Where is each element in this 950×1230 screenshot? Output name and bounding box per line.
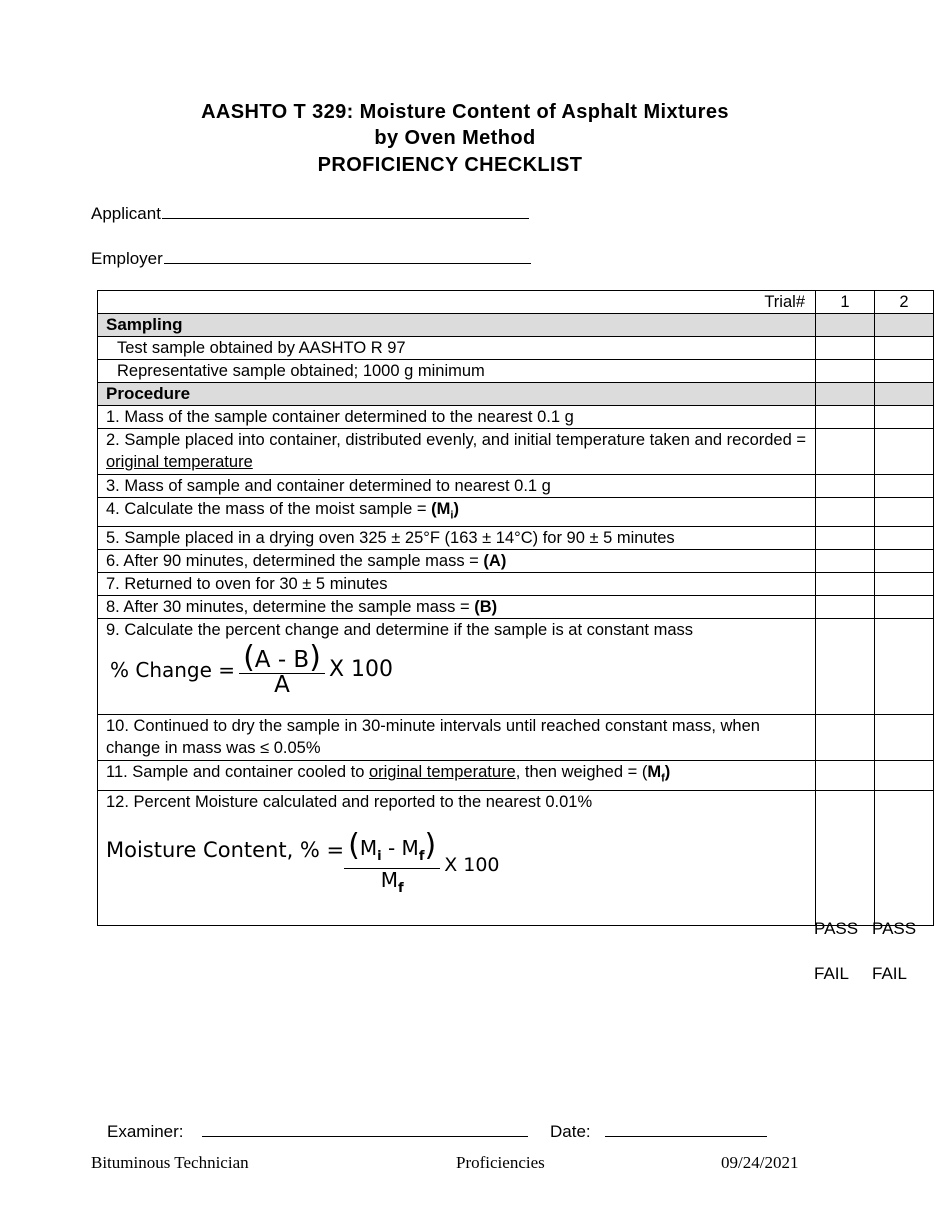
check-cell[interactable] [875, 550, 934, 573]
check-cell[interactable] [875, 790, 934, 925]
step-1: 1. Mass of the sample container determined to the nearest 0.1 g [98, 406, 816, 429]
examiner-field: Examiner: [107, 1121, 528, 1142]
step-7: 7. Returned to oven for 30 ± 5 minutes [98, 573, 816, 596]
check-cell[interactable] [875, 573, 934, 596]
footer-center: Proficiencies [456, 1153, 545, 1172]
step-3: 3. Mass of sample and container determined to nearest 0.1 g [98, 475, 816, 498]
employer-label: Employer [91, 249, 163, 268]
check-cell[interactable] [816, 527, 875, 550]
check-cell[interactable] [816, 337, 875, 360]
check-cell[interactable] [816, 550, 875, 573]
check-cell[interactable] [875, 429, 934, 475]
step-6: 6. After 90 minutes, determined the sample mass = (A) [98, 550, 816, 573]
applicant-label: Applicant [91, 204, 161, 223]
footer-left: Bituminous Technician [91, 1153, 249, 1172]
check-cell[interactable] [816, 596, 875, 619]
check-cell[interactable] [875, 360, 934, 383]
check-cell[interactable] [816, 619, 875, 715]
check-cell[interactable] [875, 475, 934, 498]
trial-col-2: 2 [875, 291, 934, 314]
step-12: 12. Percent Moisture calculated and reported to the nearest 0.01% Moisture Content, % = $\frac{(M_i - M_f)}{M_f}$ X 100 [98, 790, 816, 925]
original-temperature-term: original temperature [106, 453, 253, 471]
check-cell[interactable] [875, 761, 934, 790]
check-cell[interactable] [875, 527, 934, 550]
title-line-2: by Oven Method [374, 127, 536, 149]
examiner-input-line[interactable] [202, 1121, 528, 1137]
check-cell[interactable] [816, 429, 875, 475]
footer-date: 09/24/2021 [721, 1153, 799, 1172]
title-line-3: PROFICIENCY CHECKLIST [317, 154, 583, 176]
procedure-header: Procedure [98, 383, 816, 406]
check-cell[interactable] [816, 761, 875, 790]
check-cell[interactable] [816, 406, 875, 429]
step-10: 10. Continued to dry the sample in 30-minute intervals until reached constant mass, when change in mass was ≤ 0.05% [98, 715, 816, 761]
check-cell[interactable] [816, 790, 875, 925]
check-cell[interactable] [875, 498, 934, 527]
employer-field [91, 247, 531, 269]
check-cell[interactable] [875, 406, 934, 429]
check-cell[interactable] [875, 337, 934, 360]
moisture-content-formula: Moisture Content, % = $\frac{(M_i - M_f)}{M_f}$ X 100 [106, 827, 500, 896]
date-field: Date: [550, 1121, 767, 1142]
checklist-table [97, 290, 934, 926]
trial-label: Trial# [764, 293, 805, 311]
step-8: 8. After 30 minutes, determine the sample mass = (B) [98, 596, 816, 619]
trial-col-1: 1 [816, 291, 875, 314]
sampling-header: Sampling [98, 314, 816, 337]
fail-option-trial-2[interactable]: FAIL [872, 964, 907, 983]
fail-option-trial-1[interactable]: FAIL [814, 964, 849, 983]
percent-change-formula: % Change = $\frac{(A - B)}{A}$ X 100 [110, 640, 393, 699]
step-2: 2. Sample placed into container, distributed evenly, and initial temperature taken and recorded = original temperature [98, 429, 816, 475]
check-cell[interactable] [816, 475, 875, 498]
title-line-1: AASHTO T 329: Moisture Content of Asphalt Mixtures [201, 101, 729, 123]
check-cell[interactable] [816, 715, 875, 761]
step-9: 9. Calculate the percent change and determine if the sample is at constant mass % Change = $\frac{(A - B)}{A}$ X 100 [98, 619, 816, 715]
step-11: 11. Sample and container cooled to original temperature, then weighed = $(M_f)$ [98, 761, 816, 790]
pass-option-trial-2[interactable]: PASS [872, 919, 917, 938]
employer-input-line[interactable] [164, 247, 531, 264]
date-input-line[interactable] [605, 1121, 767, 1137]
check-cell[interactable] [875, 596, 934, 619]
applicant-input-line[interactable] [162, 202, 529, 219]
sampling-item-1: Test sample obtained by AASHTO R 97 [98, 337, 816, 360]
applicant-field [91, 202, 529, 224]
step-4: 4. Calculate the mass of the moist sample = $(M_i)$ [98, 498, 816, 527]
check-cell[interactable] [816, 498, 875, 527]
check-cell[interactable] [816, 573, 875, 596]
pass-option-trial-1[interactable]: PASS [814, 919, 859, 938]
check-cell[interactable] [875, 715, 934, 761]
check-cell[interactable] [816, 360, 875, 383]
check-cell[interactable] [875, 619, 934, 715]
step-5: 5. Sample placed in a drying oven 325 ± 25°F (163 ± 14°C) for 90 ± 5 minutes [98, 527, 816, 550]
sampling-item-2: Representative sample obtained; 1000 g minimum [98, 360, 816, 383]
